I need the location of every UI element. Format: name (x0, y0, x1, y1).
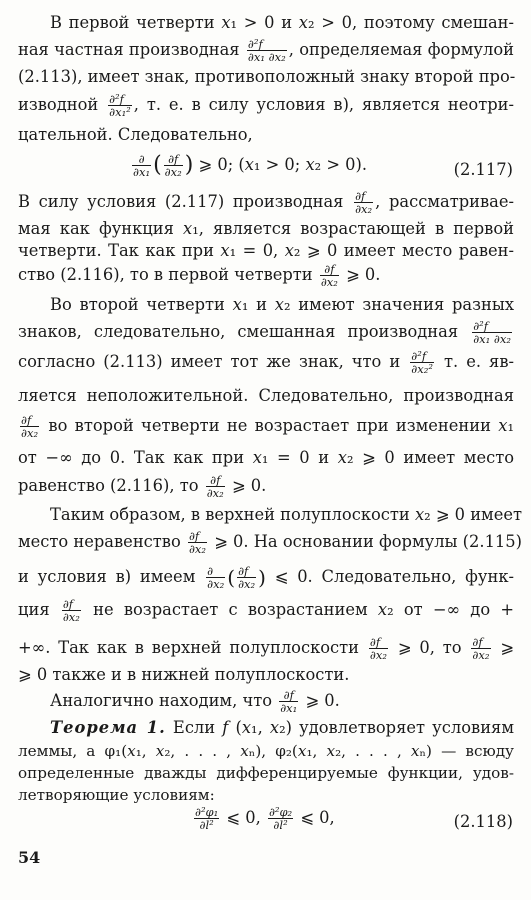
theorem-title: Теорема 1. (50, 718, 166, 737)
equation-number: (2.117) (453, 160, 513, 179)
text-line: цательной. Следовательно, (18, 125, 253, 144)
text-line: от −∞ до 0. Так как при x₁ = 0 и x₂ ⩾ 0 имеет место (18, 448, 515, 467)
text-line: В силу условия (2.117) производная $\frac{\partial f}{\text{∂x₂}}$ , рассматривае- (18, 189, 514, 216)
text-line: ная частная производная $\frac{\text{∂²f}}{\text{∂x₁ ∂x₂}}$ , определяемая формулой (18, 37, 514, 64)
text-line: Во второй четверти x₁ и x₂ имеют значения разных (50, 295, 514, 314)
text-line: равенство (2.116), то $\frac{\partial f}{\text{∂x₂}}$ ⩾ 0. (18, 473, 267, 500)
text-line: леммы, а φ₁(x₁, x₂, . . . , xₙ), φ₂(x₁, x₂, . . . , xₙ) — всюду (18, 742, 514, 760)
text-line: мая как функция x₁, является возрастающей в первой (18, 219, 514, 238)
theorem-line: Теорема 1. Если f (x₁, x₂) удовлетворяет условиям (50, 718, 514, 737)
text-line: Таким образом, в верхней полуплоскости x₂ ⩾ 0 имеет (50, 505, 522, 524)
text-line: $\frac{\partial f}{\text{∂x₂}}$ во второй четверти не возрастает при изменении x₁ (21, 413, 514, 440)
text-line: В первой четверти x₁ > 0 и x₂ > 0, поэтому смешан- (50, 13, 514, 32)
text-line: летворяющие условиям: (18, 786, 215, 804)
text-line: четверти. Так как при x₁ = 0, x₂ ⩾ 0 имеет место равен- (18, 241, 514, 260)
page-number: 54 (18, 848, 41, 867)
text-line: изводной $\frac{\text{∂²f}}{\text{∂x₁²}}$ , т. е. в силу условия в), является неотри- (18, 92, 515, 119)
equation-2-118: $\frac{\text{∂²φ₁}}{\text{∂l²}}$ ⩽ 0, $\frac{\text{∂²φ₂}}{\text{∂l²}}$ ⩽ 0, (195, 805, 335, 832)
text-line: (2.113), имеет знак, противоположный знаку второй про- (18, 67, 516, 86)
equation-number: (2.118) (453, 812, 513, 831)
text-line: ⩾ 0 также и в нижней полуплоскости. (18, 665, 350, 684)
text-line: ляется неположительной. Следовательно, производная (18, 386, 514, 405)
text-line: место неравенство $\frac{\partial f}{\text{∂x₂}}$ ⩾ 0. На основании формулы (2.115) (18, 529, 522, 556)
equation-2-117: $\frac{\partial}{\text{∂x₁}}$ ( $\frac{\partial f}{\text{∂x₂}}$ ) ⩾ 0; (x₁ > 0; x₂ > 0). (133, 152, 368, 179)
text-line: определенные дважды дифференцируемые функции, удов- (18, 764, 514, 782)
text-line: Аналогично находим, что $\frac{\partial f}{\text{∂x₁}}$ ⩾ 0. (50, 688, 340, 715)
text-line: и условия в) имеем $\frac{\partial}{\text{∂x₂}}$ ( $\frac{\partial f}{\text{∂x₂}}$ ) ⩽ 0. Следовательно, функ- (18, 564, 515, 591)
text-line: ство (2.116), то в первой четверти $\frac{\partial f}{\text{∂x₂}}$ ⩾ 0. (18, 262, 381, 289)
text-line: согласно (2.113) имеет тот же знак, что и $\frac{\text{∂²f}}{\text{∂x₂²}}$ т. е. яв- (18, 349, 514, 376)
text-line: +∞. Так как в верхней полуплоскости $\frac{\partial f}{\text{∂x₂}}$ ⩾ 0, то $\frac{\partial f}{\text{∂x₂}}$ ⩾ (18, 635, 515, 662)
text-line: знаков, следовательно, смешанная производная $\frac{\text{∂²f}}{\text{∂x₁ ∂x₂}}$ (18, 319, 511, 346)
text-line: ция $\frac{\partial f}{\text{∂x₂}}$ не возрастает с возрастанием x₂ от −∞ до + (18, 597, 514, 624)
